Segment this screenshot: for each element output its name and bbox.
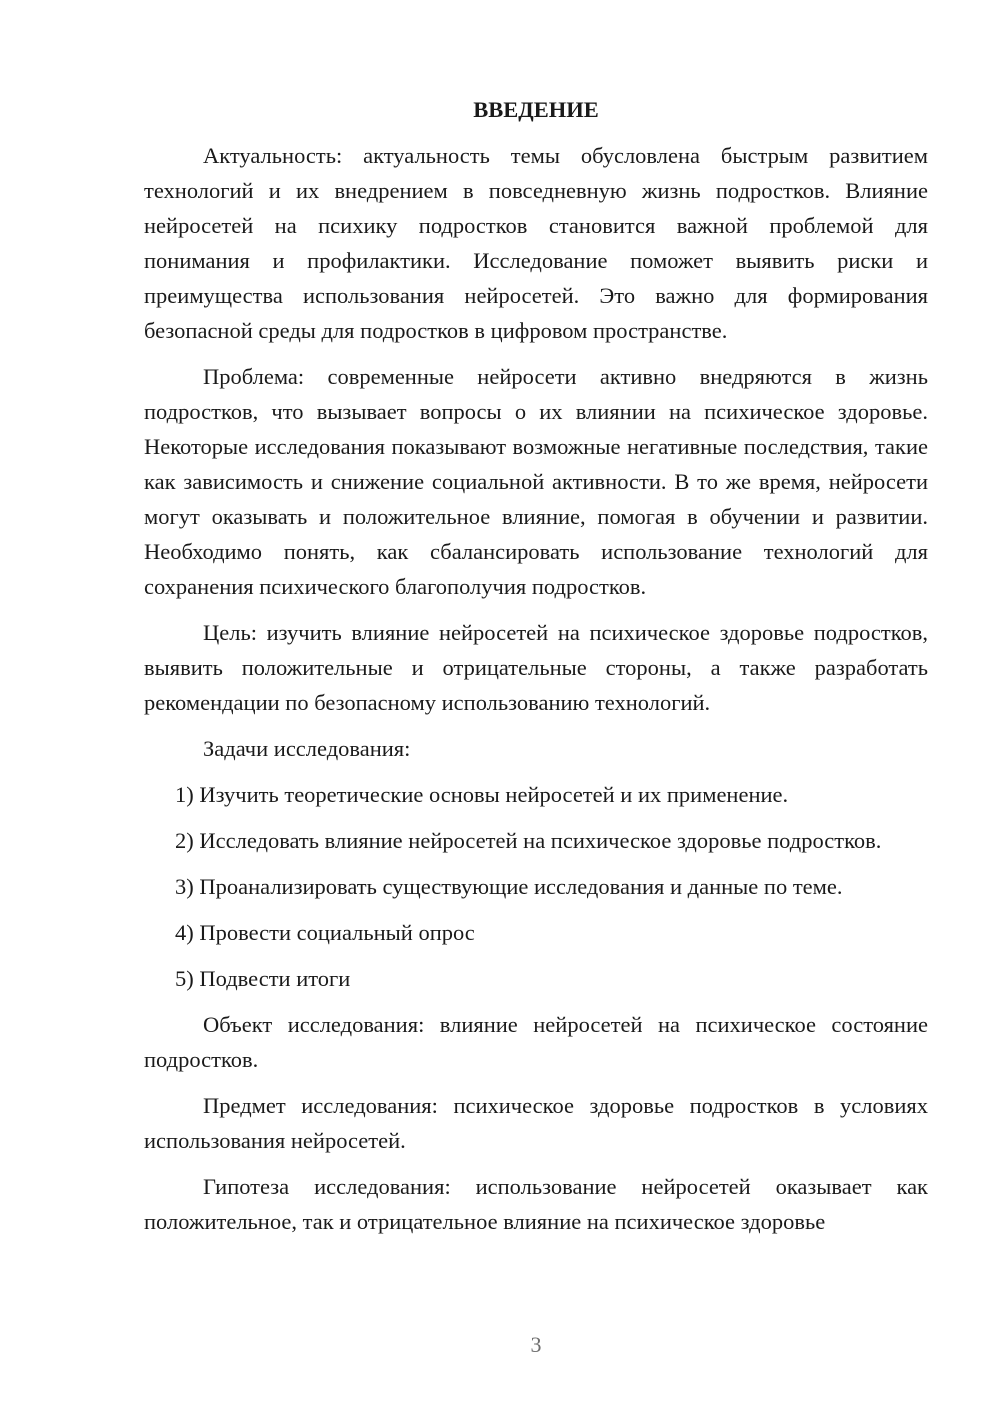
- paragraph-subject: Предмет исследования: психическое здоровье подростков в условиях использования нейросетей.: [144, 1093, 928, 1153]
- page-title: ВВЕДЕНИЕ: [473, 97, 599, 122]
- paragraph-hypothesis: Гипотеза исследования: использование нейросетей оказывает как положительное, так и отрицательное влияние на психическое здоровье: [144, 1174, 928, 1234]
- task-item-2: 2) Исследовать влияние нейросетей на психическое здоровье подростков.: [175, 828, 882, 853]
- paragraph-problem: Проблема: современные нейросети активно внедряются в жизнь подростков, что вызывает вопросы о их влиянии на психическое здоровье. Некоторые исследования показывают возможные негативные последствия, такие как зависимость и снижение социальной активности. В то же время, нейросети могут оказывать и положительное влияние, помогая в обучении и развитии. Необходимо понять, как сбалансировать использование технологий для сохранения психического благополучия подростков.: [144, 364, 928, 599]
- task-item-5: 5) Подвести итоги: [175, 966, 351, 991]
- paragraph-relevance: Актуальность: актуальность темы обусловлена быстрым развитием технологий и их внедрением в повседневную жизнь подростков. Влияние нейросетей на психику подростков становится важной проблемой для понимания и профилактики. Исследование поможет выявить риски и преимущества использования нейросетей. Это важно для формирования безопасной среды для подростков в цифровом пространстве.: [144, 143, 928, 343]
- task-item-3: 3) Проанализировать существующие исследования и данные по теме.: [175, 874, 843, 899]
- page-number: 3: [530, 1332, 542, 1357]
- task-item-4: 4) Провести социальный опрос: [175, 920, 475, 945]
- paragraph-tasks-heading: Задачи исследования:: [203, 736, 411, 761]
- page-content: [144, 92, 928, 1250]
- paragraph-goal: Цель: изучить влияние нейросетей на психическое здоровье подростков, выявить положительные и отрицательные стороны, а также разработать рекомендации по безопасному использованию технологий.: [144, 620, 928, 715]
- task-item-1: 1) Изучить теоретические основы нейросетей и их применение.: [175, 782, 789, 807]
- paragraph-object: Объект исследования: влияние нейросетей на психическое состояние подростков.: [144, 1012, 928, 1072]
